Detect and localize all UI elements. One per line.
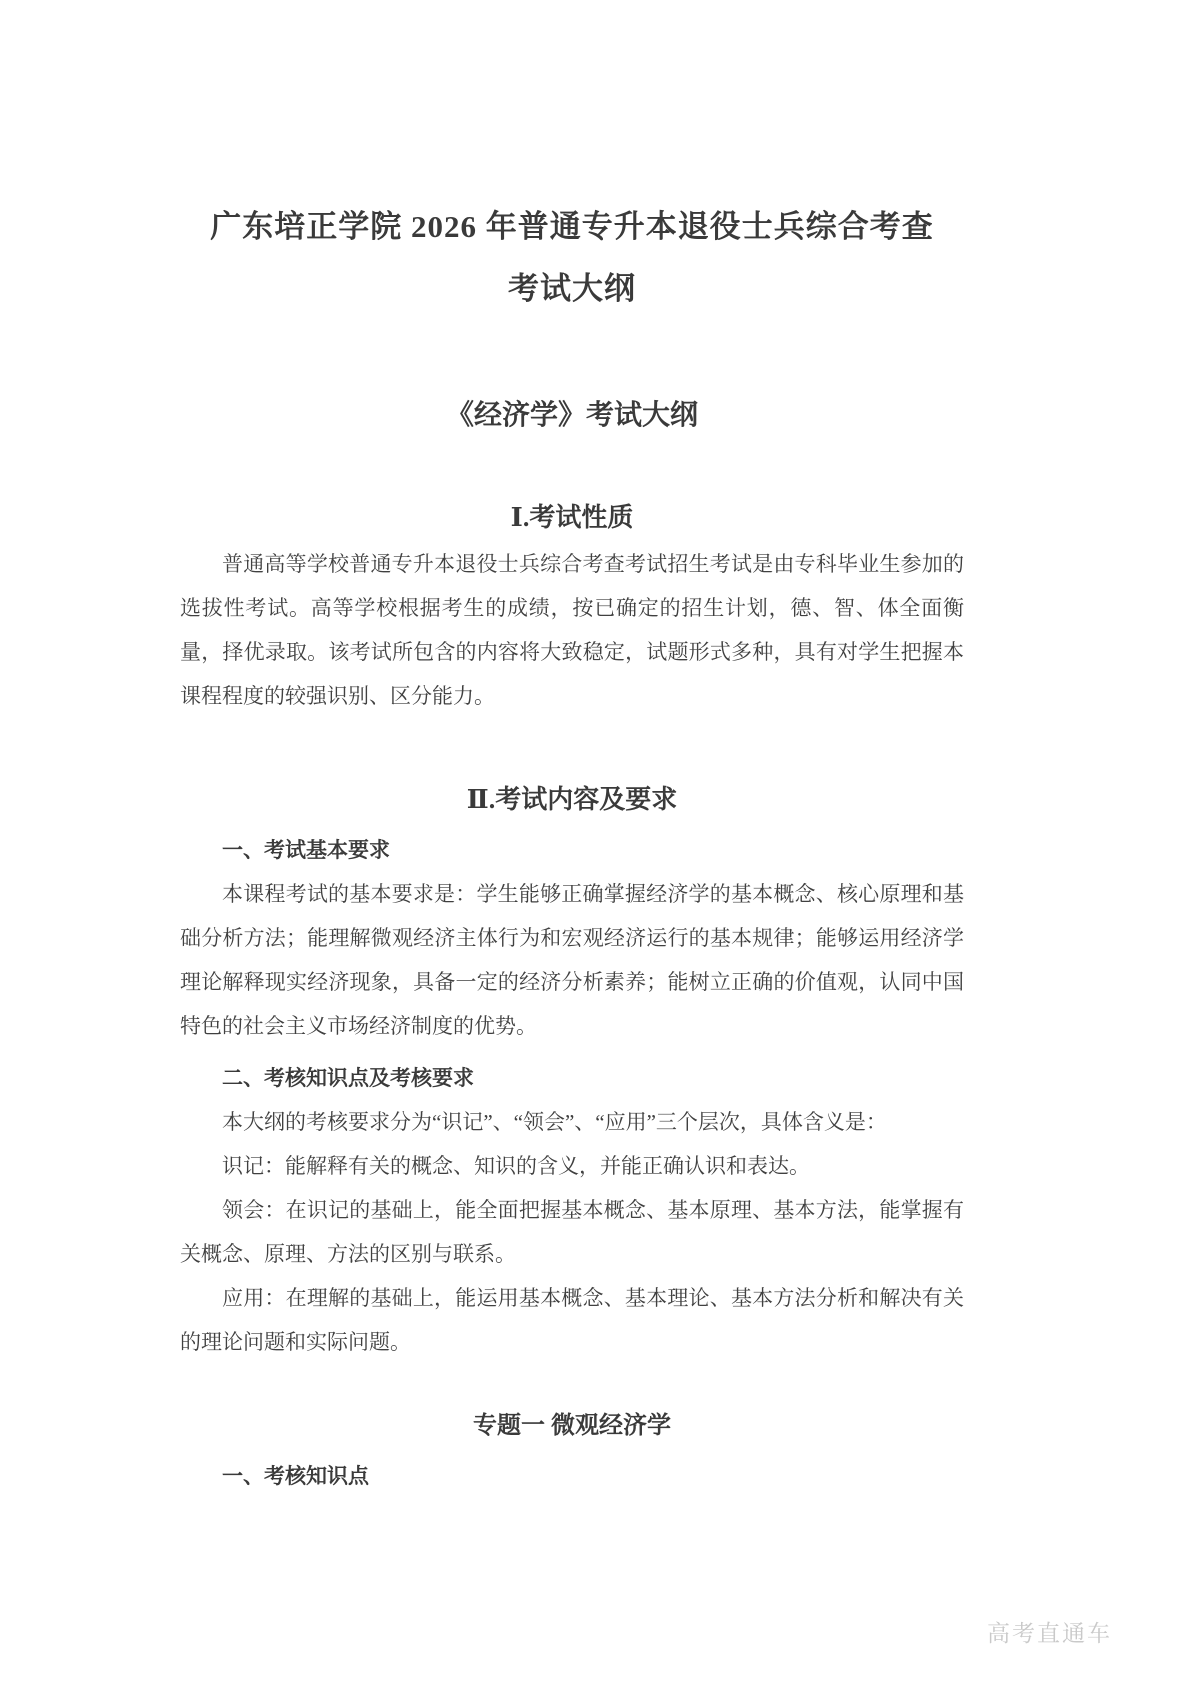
document-title-line2: 考试大纲 bbox=[508, 271, 636, 306]
section2-sub1-paragraph: 本课程考试的基本要求是：学生能够正确掌握经济学的基本概念、核心原理和基础分析方法；能理解微观经济主体行为和宏观经济运行的基本规律；能够运用经济学理论解释现实经济现象，具备一定的经济分析素养；能树立正确的价值观，认同中国特色的社会主义市场经济制度的优势。 bbox=[180, 882, 964, 1038]
section3-heading: 专题一 微观经济学 bbox=[473, 1413, 671, 1439]
document-title bbox=[180, 196, 964, 320]
section2-sub2-item-linghui: 领会：在识记的基础上，能全面把握基本概念、基本原理、基本方法，能掌握有关概念、原理、方法的区别与联系。 bbox=[180, 1198, 964, 1266]
section2-sub2-intro: 本大纲的考核要求分为“识记”、“领会”、“应用”三个层次，具体含义是： bbox=[222, 1110, 887, 1134]
section2-heading: Ⅱ.考试内容及要求 bbox=[466, 785, 678, 814]
section3-sub1-heading: 一、考核知识点 bbox=[222, 1464, 369, 1488]
section2-sub2-heading: 二、考核知识点及考核要求 bbox=[222, 1066, 474, 1090]
document-subtitle: 《经济学》考试大纲 bbox=[445, 400, 698, 431]
section1-paragraph: 普通高等学校普通专升本退役士兵综合考查考试招生考试是由专科毕业生参加的选拔性考试。高等学校根据考生的成绩，按已确定的招生计划，德、智、体全面衡量，择优录取。该考试所包含的内容将大致稳定，试题形式多种，具有对学生把握本课程程度的较强识别、区分能力。 bbox=[180, 552, 964, 708]
section2-sub2-item-yingyong: 应用：在理解的基础上，能运用基本概念、基本理论、基本方法分析和解决有关的理论问题和实际问题。 bbox=[180, 1286, 964, 1354]
watermark-text: 高考直通车 bbox=[987, 1620, 1112, 1646]
document-title-line1: 广东培正学院 2026 年普通专升本退役士兵综合考查 bbox=[210, 209, 934, 244]
section2-sub1-heading: 一、考试基本要求 bbox=[222, 838, 390, 862]
document-content bbox=[180, 0, 964, 1498]
section1-heading: Ⅰ.考试性质 bbox=[510, 503, 634, 532]
section2-sub2-item-shiji: 识记：能解释有关的概念、知识的含义，并能正确认识和表达。 bbox=[222, 1154, 810, 1178]
